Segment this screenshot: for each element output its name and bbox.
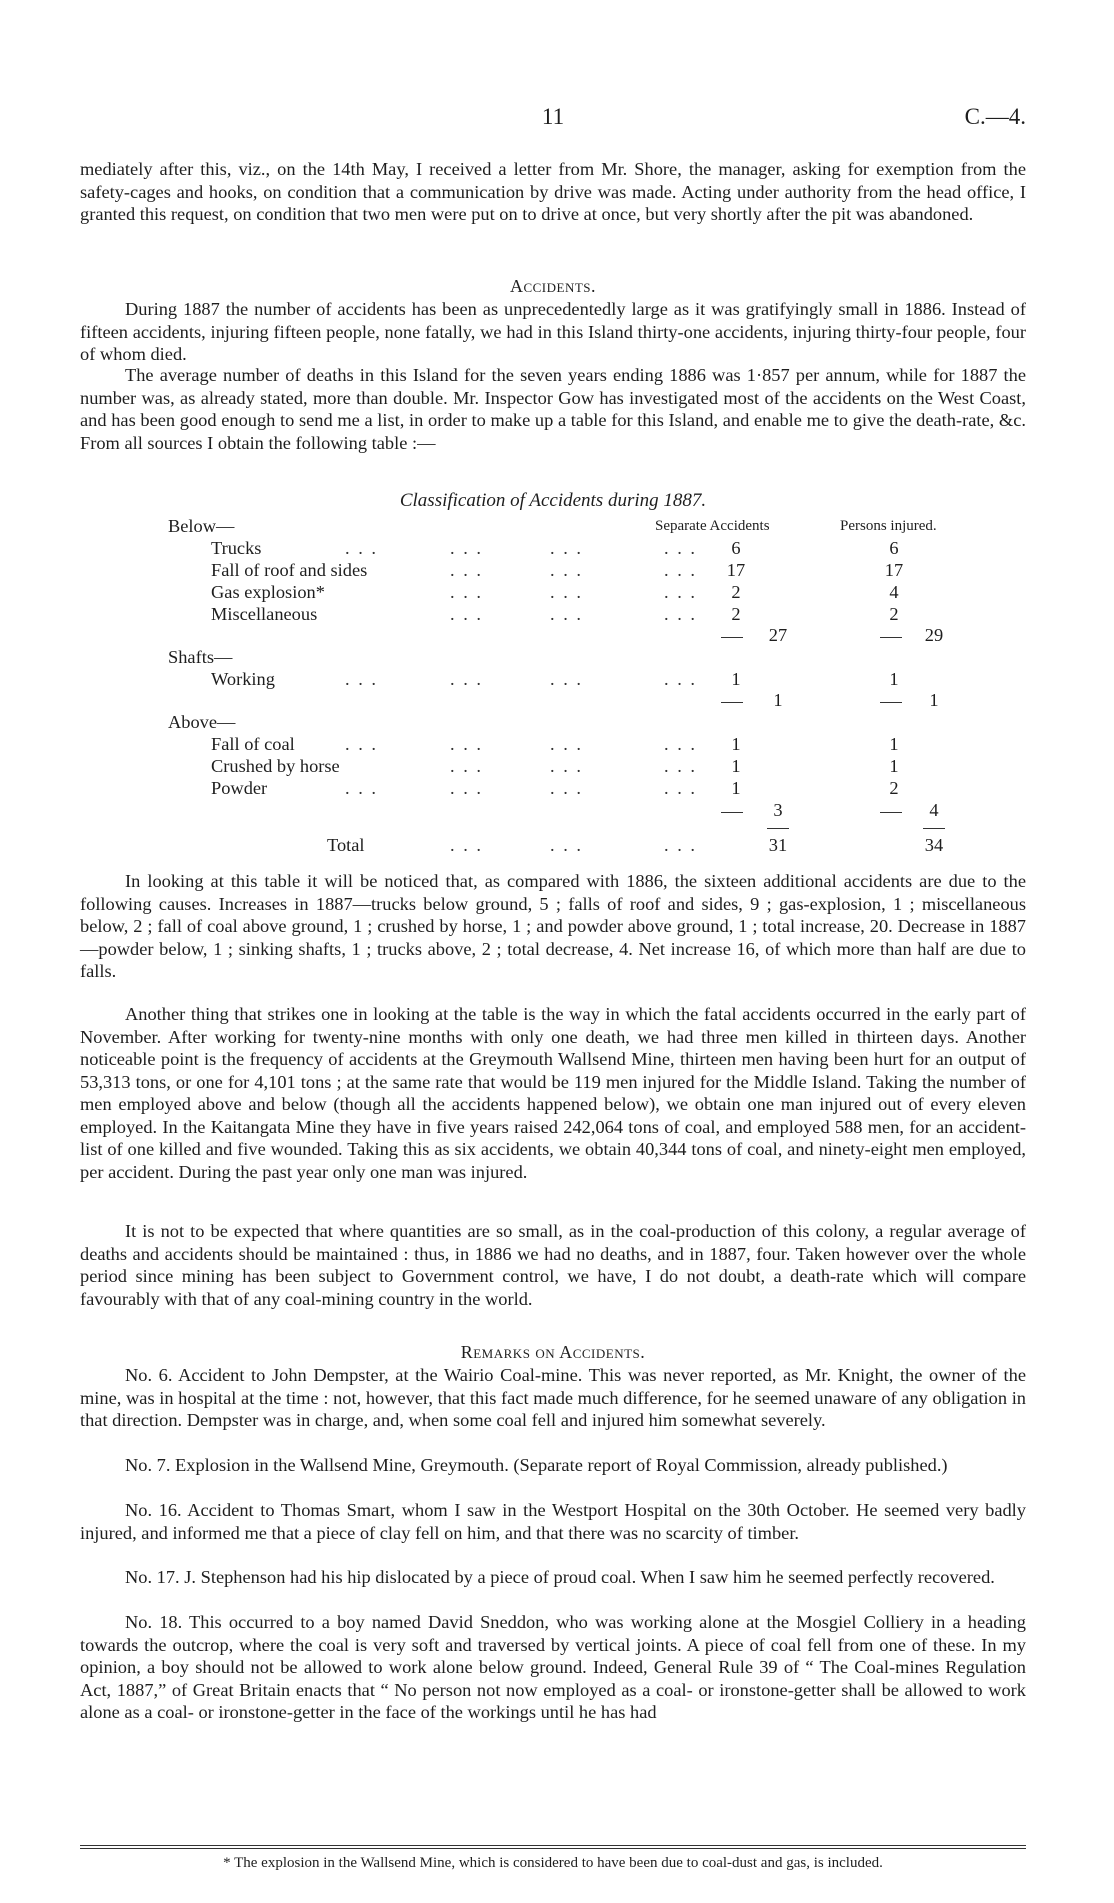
leader-dots: . . . <box>550 538 583 558</box>
column-header-separate-accidents: Separate Accidents <box>655 518 770 534</box>
group-label: Above— <box>168 712 236 732</box>
persons-injured-grand-total: 34 <box>924 835 944 855</box>
persons-injured-value: 1 <box>889 756 899 776</box>
footnote: * The explosion in the Wallsend Mine, which is considered to have been due to coal-dust and gas, is included. <box>223 1855 883 1871</box>
leader-dots: . . . <box>550 604 583 624</box>
separate-accidents-subtotal: 27 <box>768 625 788 645</box>
leader-dots: . . . <box>664 835 697 855</box>
row-label: Powder <box>211 778 268 798</box>
leader-dots: . . . <box>450 560 483 580</box>
leader-dots: . . . <box>664 604 697 624</box>
leader-dots: . . . <box>345 778 378 798</box>
leader-dots: . . . <box>664 734 697 754</box>
subtotal-rule <box>721 637 743 638</box>
persons-injured-value: 2 <box>889 778 899 798</box>
page-number: 11 <box>541 104 565 129</box>
analysis-paragraph: Another thing that strikes one in looking at the table is the way in which the fatal accidents occurred in the early part of November. After working for twenty-nine months with only one death, we had three men killed in thirteen days. Another noticeable point is the frequency of accidents at the Greymouth Wallsend Mine, thirteen men having been hurt for an output of 53,313 tons, or one for 4,101 tons ; at the same rate that would be 119 men injured for the Middle Island. Taking the number of men employed above and below (though all the accidents happened below), we obtain one man injured out of every eleven employed. In the Kaitangata Mine they have in five years raised 242,064 tons of coal, and employed 588 men, for an accident-list of one killed and five wounded. Taking this as six accidents, we obtain 40,344 tons of coal, and ninety-eight men employed, per accident. During the past year only one man was injured. <box>80 1004 1026 1182</box>
persons-injured-value: 2 <box>889 604 899 624</box>
group-label: Shafts— <box>168 647 233 667</box>
footnote-rule <box>80 1845 1026 1846</box>
leader-dots: . . . <box>450 604 483 624</box>
leader-dots: . . . <box>345 538 378 558</box>
remarks-paragraph: No. 6. Accident to John Dempster, at the Wairio Coal-mine. This was never reported, as Mr. Knight, the owner of the mine, was in hospital at the time : not, however, that this fact made much difference, for he seemed unaware of any obligation in that direction. Dempster was in charge, and, when some coal fell and injured him somewhat severely. <box>80 1365 1026 1430</box>
leader-dots: . . . <box>664 582 697 602</box>
separate-accidents-value: 1 <box>731 734 741 754</box>
row-label: Working <box>211 669 275 689</box>
row-label: Fall of coal <box>211 734 295 754</box>
persons-injured-value: 17 <box>884 560 904 580</box>
leader-dots: . . . <box>450 835 483 855</box>
leader-dots: . . . <box>550 756 583 776</box>
total-label: Total <box>327 835 365 855</box>
total-rule <box>767 828 789 829</box>
row-label: Fall of roof and sides <box>211 560 368 580</box>
leader-dots: . . . <box>450 756 483 776</box>
separate-accidents-value: 1 <box>731 669 741 689</box>
separate-accidents-value: 17 <box>726 560 746 580</box>
remarks-paragraph: No. 16. Accident to Thomas Smart, whom I saw in the Westport Hospital on the 30th October. He seemed very badly injured, and informed me that a piece of clay fell on him, and that there was no scarcity of timber. <box>80 1500 1026 1543</box>
persons-injured-value: 1 <box>889 734 899 754</box>
page-header <box>80 104 1026 136</box>
total-rule <box>923 828 945 829</box>
accidents-paragraph: During 1887 the number of accidents has been as unprecedentedly large as it was gratifyingly small in 1886. Instead of fifteen accidents, injuring fifteen people, none fatally, we had in this Island thirty-one accidents, injuring thirty-four people, four of whom died. <box>80 299 1026 364</box>
leader-dots: . . . <box>550 734 583 754</box>
leader-dots: . . . <box>550 560 583 580</box>
leader-dots: . . . <box>550 582 583 602</box>
document-reference: C.—4. <box>964 104 1026 129</box>
leader-dots: . . . <box>450 669 483 689</box>
row-label: Crushed by horse <box>211 756 340 776</box>
leader-dots: . . . <box>664 756 697 776</box>
leader-dots: . . . <box>550 835 583 855</box>
table-caption: Classification of Accidents during 1887. <box>399 490 707 511</box>
leader-dots: . . . <box>664 669 697 689</box>
analysis-paragraph: It is not to be expected that where quantities are so small, as in the coal-production of this colony, a regular average of deaths and accidents should be maintained : thus, in 1886 we had no deaths, and in 1887, four. Taken however over the whole period since mining has been subject to Government control, we have, I do not doubt, a death-rate which will compare favourably with that of any coal-mining country in the world. <box>80 1221 1026 1309</box>
accidents-table <box>80 516 1026 876</box>
subtotal-rule <box>880 702 902 703</box>
separate-accidents-value: 2 <box>731 604 741 624</box>
accidents-heading: Accidents. <box>509 276 597 296</box>
footnote-rule <box>80 1848 1026 1849</box>
separate-accidents-value: 2 <box>731 582 741 602</box>
separate-accidents-value: 6 <box>731 538 741 558</box>
accidents-paragraph: The average number of deaths in this Island for the seven years ending 1886 was 1·857 per annum, while for 1887 the number was, as already stated, more than double. Mr. Inspector Gow has investigated most of the accidents on the West Coast, and has been good enough to send me a list, in order to make up a table for this Island, and enable me to give the death-rate, &c. From all sources I obtain the following table :— <box>80 365 1026 453</box>
leader-dots: . . . <box>664 538 697 558</box>
separate-accidents-subtotal: 1 <box>773 690 783 710</box>
row-label: Miscellaneous <box>211 604 318 624</box>
persons-injured-value: 6 <box>889 538 899 558</box>
separate-accidents-value: 1 <box>731 778 741 798</box>
leader-dots: . . . <box>664 560 697 580</box>
leader-dots: . . . <box>664 778 697 798</box>
subtotal-rule <box>880 637 902 638</box>
leader-dots: . . . <box>345 734 378 754</box>
leader-dots: . . . <box>450 582 483 602</box>
leader-dots: . . . <box>550 778 583 798</box>
leader-dots: . . . <box>450 538 483 558</box>
leader-dots: . . . <box>450 778 483 798</box>
row-label: Gas explosion* <box>211 582 325 602</box>
remarks-paragraph: No. 7. Explosion in the Wallsend Mine, Greymouth. (Separate report of Royal Commission, already published.) <box>125 1455 948 1475</box>
intro-paragraph: mediately after this, viz., on the 14th May, I received a letter from Mr. Shore, the manager, asking for exemption from the safety-cages and hooks, on condition that a communication by drive was made. Acting under authority from the head office, I granted this request, on condition that two men were put on to drive at once, but very shortly after the pit was abandoned. <box>80 159 1026 224</box>
separate-accidents-grand-total: 31 <box>768 835 788 855</box>
analysis-paragraph: In looking at this table it will be noticed that, as compared with 1886, the sixteen additional accidents are due to the following causes. Increases in 1887—trucks below ground, 5 ; falls of roof and sides, 9 ; gas-explosion, 1 ; miscellaneous below, 2 ; fall of coal above ground, 1 ; crushed by horse, 1 ; and powder above ground, 1 ; total increase, 20. Decrease in 1887—powder below, 1 ; sinking shafts, 1 ; trucks above, 2 ; total decrease, 4. Net increase 16, of which more than half are due to falls. <box>80 871 1026 981</box>
row-label: Trucks <box>211 538 262 558</box>
persons-injured-subtotal: 29 <box>924 625 944 645</box>
subtotal-rule <box>880 812 902 813</box>
subtotal-rule <box>721 702 743 703</box>
leader-dots: . . . <box>450 734 483 754</box>
persons-injured-value: 4 <box>889 582 899 602</box>
remarks-heading: Remarks on Accidents. <box>460 1342 646 1362</box>
group-label: Below— <box>168 516 235 536</box>
persons-injured-subtotal: 1 <box>929 690 939 710</box>
persons-injured-subtotal: 4 <box>929 800 939 820</box>
subtotal-rule <box>721 812 743 813</box>
remarks-paragraph: No. 17. J. Stephenson had his hip dislocated by a piece of proud coal. When I saw him he seemed perfectly recovered. <box>125 1567 995 1587</box>
leader-dots: . . . <box>550 669 583 689</box>
remarks-paragraph: No. 18. This occurred to a boy named David Sneddon, who was working alone at the Mosgiel Colliery in a heading towards the outcrop, where the coal is very soft and traversed by vertical joints. A piece of coal fell from one of these. In my opinion, a boy should not be allowed to work alone below ground. Indeed, General Rule 39 of “ The Coal-mines Regulation Act, 1887,” of Great Britain enacts that “ No person not now employed as a coal- or ironstone-getter shall be allowed to work alone as a coal- or ironstone-getter in the face of the workings until he has had <box>80 1612 1026 1722</box>
persons-injured-value: 1 <box>889 669 899 689</box>
column-header-persons-injured: Persons injured. <box>840 518 937 534</box>
separate-accidents-subtotal: 3 <box>773 800 783 820</box>
leader-dots: . . . <box>345 669 378 689</box>
separate-accidents-value: 1 <box>731 756 741 776</box>
